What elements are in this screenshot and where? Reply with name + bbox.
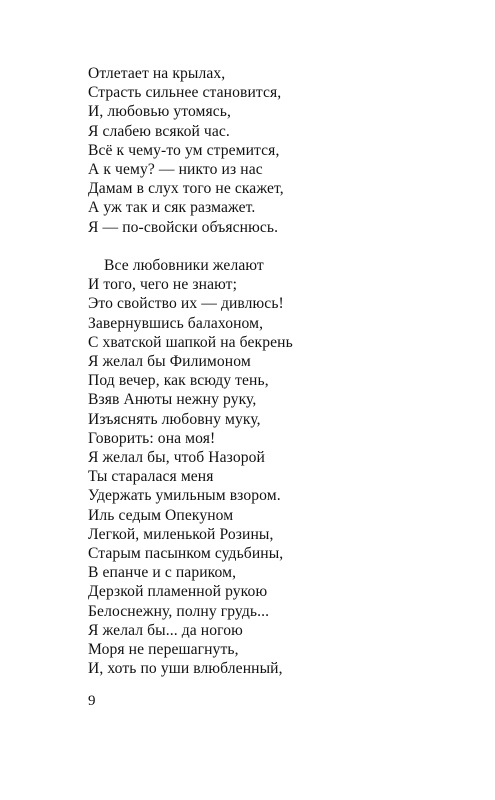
page-number: 9 xyxy=(88,693,96,709)
poem-line: И, любовью утомясь, xyxy=(88,103,232,121)
poem-line: Это свойство их — дивлюсь! xyxy=(88,295,284,313)
poem-line: Легкой, миленькой Розины, xyxy=(88,525,274,543)
poem-stanza-1 xyxy=(88,64,284,237)
poem-line: Старым пасынком судьбины, xyxy=(88,545,284,563)
poem-line: Взяв Анюты нежну руку, xyxy=(88,391,257,409)
poem-line: Всё к чему-то ум стремится, xyxy=(88,141,280,159)
poem-stanza-2 xyxy=(88,256,293,678)
poem-line: Страсть сильнее становится, xyxy=(88,84,282,102)
poem-line: Я желал бы, чтоб Назорой xyxy=(88,449,265,467)
poem-line: Под вечер, как всюду тень, xyxy=(88,372,269,390)
poem-line: Дамам в слух того не скажет, xyxy=(88,180,284,198)
poem-line: А уж так и сяк размажет. xyxy=(88,199,256,217)
poem-line-indented: Все любовники желают xyxy=(104,257,264,274)
poem-line: Завернувшись балахоном, xyxy=(88,314,264,332)
poem-line: Отлетает на крылах, xyxy=(88,65,226,82)
poem-line: Ты старалася меня xyxy=(88,468,214,486)
poem-line: А к чему? — никто из нас xyxy=(88,161,263,179)
poem-line: Я слабею всякой час. xyxy=(88,122,230,140)
poem-line: Иль седым Опекуном xyxy=(88,506,234,524)
poem-line: Я — по-свойски объяснюсь. xyxy=(88,218,279,236)
poem-line: И того, чего не знают; xyxy=(88,276,238,294)
poem-line: В епанче и с париком, xyxy=(88,564,237,582)
poem-line: И, хоть по уши влюбленный, xyxy=(88,660,283,678)
poem-line: Удержать умильным взором. xyxy=(88,487,281,505)
poem-line: Я желал бы Филимоном xyxy=(88,353,251,371)
poem-line: Изъяснять любовну муку, xyxy=(88,410,261,428)
poem-line: С хватской шапкой на бекрень xyxy=(88,333,293,351)
poem-line: Моря не перешагнуть, xyxy=(88,641,239,659)
poem-line: Я желал бы... да ногою xyxy=(88,621,243,639)
poem-line: Белоснежну, полну грудь... xyxy=(88,602,270,620)
poem-line: Дерзкой пламенной рукою xyxy=(88,583,268,601)
poem-line: Говорить: она моя! xyxy=(88,429,216,447)
